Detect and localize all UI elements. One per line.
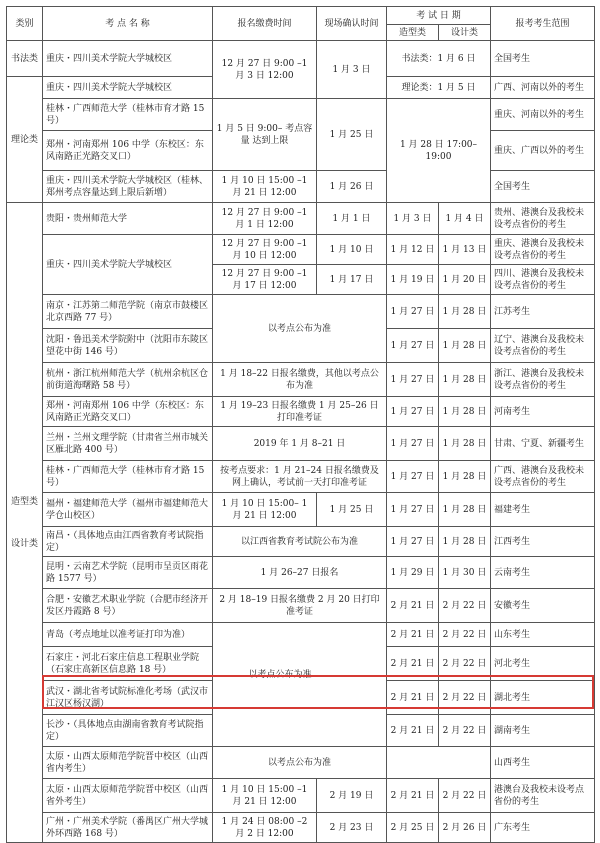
design-date-cell: 1 月 28 日 [439,295,491,329]
site-cell: 合肥・安徽艺术职业学院（合肥市经济开发区丹霞路 8 号） [43,589,213,623]
header-registration: 报名缴费时间 [213,7,317,41]
modeling-date-cell: 1 月 27 日 [387,493,439,527]
confirmation-cell: 1 月 1 日 [317,203,387,235]
site-cell: 重庆・四川美术学院大学城校区（桂林、郑州考点容量达到上限后新增） [43,171,213,203]
header-design: 设计类 [439,25,491,41]
scope-cell: 广西、河南以外的考生 [491,77,595,99]
design-date-cell: 1 月 28 日 [439,427,491,461]
modeling-date-cell: 1 月 27 日 [387,363,439,397]
registration-cell: 1 月 19–23 日报名缴费 1 月 25–26 日打印准考证 [213,397,387,427]
confirmation-cell: 1 月 25 日 [317,99,387,171]
scope-cell: 山东考生 [491,623,595,647]
modeling-date-cell: 1 月 27 日 [387,397,439,427]
registration-cell: 1 月 26–27 日报名 [213,557,387,589]
design-date-cell: 2 月 22 日 [439,681,491,715]
site-cell: 南京・江苏第二师范学院（南京市鼓楼区北京西路 77 号） [43,295,213,329]
scope-cell: 港澳台及我校未设考点省份的考生 [491,779,595,813]
exam-date-cell: 理论类：1 月 5 日 [387,77,491,99]
header-scope: 报考考生范围 [491,7,595,41]
registration-cell: 以考点公布为准 [213,747,387,779]
site-cell: 郑州・河南郑州 106 中学（东校区：东风南路正光路交叉口） [43,397,213,427]
design-date-cell: 1 月 13 日 [439,235,491,265]
design-date-cell: 1 月 28 日 [439,329,491,363]
modeling-date-cell: 2 月 21 日 [387,779,439,813]
registration-cell: 2 月 18–19 日报名缴费 2 月 20 日打印准考证 [213,589,387,623]
header-modeling: 造型类 [387,25,439,41]
site-cell: 太原・山西太原师范学院晋中校区（山西省内考生） [43,747,213,779]
design-date-cell: 1 月 28 日 [439,461,491,493]
scope-cell: 福建考生 [491,493,595,527]
exam-schedule-table [6,6,595,843]
scope-cell: 江西考生 [491,527,595,557]
confirmation-cell: 1 月 17 日 [317,265,387,295]
registration-cell: 1 月 5 日 9:00– 考点容量 达到上限 [213,99,317,171]
modeling-date-cell: 1 月 27 日 [387,329,439,363]
exam-date-cell: 1 月 28 日 17:00–19:00 [387,99,491,203]
modeling-date-cell: 1 月 19 日 [387,265,439,295]
scope-cell: 重庆、河南以外的考生 [491,99,595,131]
registration-cell: 12 月 27 日 9:00 –1 月 1 日 12:00 [213,203,317,235]
scope-cell: 广西、港澳台及我校未设考点省份的考生 [491,461,595,493]
site-cell: 长沙・（具体地点由湖南省教育考试院指定） [43,715,213,747]
design-date-cell: 2 月 22 日 [439,589,491,623]
modeling-date-cell: 2 月 25 日 [387,813,439,843]
scope-cell: 重庆、广西以外的考生 [491,131,595,171]
design-date-cell: 1 月 28 日 [439,493,491,527]
modeling-date-cell: 2 月 21 日 [387,589,439,623]
design-date-cell: 2 月 22 日 [439,715,491,747]
scope-cell: 全国考生 [491,171,595,203]
registration-cell: 1 月 24 日 08:00 –2 月 2 日 12:00 [213,813,317,843]
scope-cell: 河南考生 [491,397,595,427]
site-cell: 郑州・河南郑州 106 中学（东校区：东风南路正光路交叉口） [43,131,213,171]
header-exam-site: 考 点 名 称 [43,7,213,41]
scope-cell: 云南考生 [491,557,595,589]
modeling-date-cell: 1 月 29 日 [387,557,439,589]
category-modeling: 造型类 [10,496,38,507]
design-date-cell: 2 月 22 日 [439,623,491,647]
exam-date-cell [387,747,491,779]
registration-cell: 2019 年 1 月 8–21 日 [213,427,387,461]
header-category: 类别 [7,7,43,41]
scope-cell: 湖北考生 [491,681,595,715]
site-cell: 南昌・（具体地点由江西省教育考试院指定） [43,527,213,557]
scope-cell: 河北考生 [491,647,595,681]
design-date-cell: 1 月 30 日 [439,557,491,589]
confirmation-cell: 1 月 25 日 [317,493,387,527]
site-cell: 福州・福建师范大学（福州市福建师范大学仓山校区） [43,493,213,527]
notice-overlay-text: 以考点公布为准 [248,670,312,680]
site-cell: 太原・山西太原师范学院晋中校区（山西省外考生） [43,779,213,813]
modeling-date-cell: 1 月 27 日 [387,295,439,329]
confirmation-cell: 1 月 26 日 [317,171,387,203]
site-cell: 桂林・广西师范大学（桂林市育才路 15 号） [43,461,213,493]
registration-cell: 1 月 10 日 15:00 –1 月 21 日 12:00 [213,171,317,203]
scope-cell: 贵州、港澳台及我校未设考点省份的考生 [491,203,595,235]
registration-cell: 1 月 18–22 日报名缴费，其他以考点公布为准 [213,363,387,397]
site-cell: 昆明・云南艺术学院（昆明市呈贡区雨花路 1577 号） [43,557,213,589]
site-cell: 广州・广州美术学院（番禺区广州大学城外环西路 168 号） [43,813,213,843]
site-cell: 贵阳・贵州师范大学 [43,203,213,235]
scope-cell: 辽宁、港澳台及我校未设考点省份的考生 [491,329,595,363]
confirmation-cell: 1 月 3 日 [317,41,387,99]
registration-cell: 1 月 10 日 15:00 –1 月 21 日 12:00 [213,779,317,813]
modeling-date-cell: 2 月 21 日 [387,715,439,747]
modeling-date-cell: 1 月 27 日 [387,461,439,493]
notice-cell [213,623,387,747]
confirmation-cell: 1 月 10 日 [317,235,387,265]
modeling-date-cell: 1 月 12 日 [387,235,439,265]
header-confirmation: 现场确认时间 [317,7,387,41]
modeling-date-cell: 2 月 21 日 [387,647,439,681]
notice-cell: 以考点公布为准 [213,295,387,363]
scope-cell: 四川、港澳台及我校未设考点省份的考生 [491,265,595,295]
design-date-cell: 2 月 26 日 [439,813,491,843]
site-cell: 兰州・兰州文理学院（甘肃省兰州市城关区雁北路 400 号） [43,427,213,461]
category-calligraphy: 书法类 [7,41,43,77]
site-cell: 桂林・广西师范大学（桂林市育才路 15 号） [43,99,213,131]
modeling-date-cell: 1 月 27 日 [387,427,439,461]
design-date-cell: 2 月 22 日 [439,779,491,813]
modeling-date-cell: 1 月 27 日 [387,527,439,557]
scope-cell: 全国考生 [491,41,595,77]
design-date-cell: 1 月 28 日 [439,527,491,557]
category-modeling-design [7,203,43,843]
scope-cell: 甘肃、宁夏、新疆考生 [491,427,595,461]
registration-cell: 1 月 10 日 15:00– 1 月 21 日 12:00 [213,493,317,527]
exam-date-cell: 书法类：1 月 6 日 [387,41,491,77]
scope-cell: 湖南考生 [491,715,595,747]
site-cell: 重庆・四川美术学院大学城校区 [43,41,213,77]
modeling-date-cell: 1 月 3 日 [387,203,439,235]
site-cell: 沈阳・鲁迅美术学院附中（沈阳市东陵区望花中街 146 号） [43,329,213,363]
registration-cell: 12 月 27 日 9:00 –1 月 3 日 12:00 [213,41,317,99]
design-date-cell: 1 月 20 日 [439,265,491,295]
scope-cell: 重庆、港澳台及我校未设考点省份的考生 [491,235,595,265]
modeling-date-cell: 2 月 21 日 [387,681,439,715]
scope-cell: 浙江、港澳台及我校未设考点省份的考生 [491,363,595,397]
design-date-cell: 2 月 22 日 [439,647,491,681]
modeling-date-cell: 2 月 21 日 [387,623,439,647]
registration-cell: 按考点要求：1 月 21–24 日报名缴费及网上确认，考试前一天打印准考证 [213,461,387,493]
registration-cell: 以江西省教育考试院公布为准 [213,527,387,557]
design-date-cell: 1 月 28 日 [439,363,491,397]
site-cell: 杭州・浙江杭州师范大学（杭州余杭区仓前街道海曙路 58 号） [43,363,213,397]
site-cell-highlighted: 武汉・湖北省考试院标准化考场（武汉市江汉区杨汉湖） [43,681,213,715]
scope-cell: 山西考生 [491,747,595,779]
design-date-cell: 1 月 28 日 [439,397,491,427]
site-cell: 重庆・四川美术学院大学城校区 [43,77,213,99]
header-exam-date: 考 试 日 期 [387,7,491,25]
registration-cell: 12 月 27 日 9:00 –1 月 10 日 12:00 [213,235,317,265]
confirmation-cell: 2 月 19 日 [317,779,387,813]
scope-cell: 江苏考生 [491,295,595,329]
scope-cell: 安徽考生 [491,589,595,623]
site-cell: 青岛（考点地址以准考证打印为准） [43,623,213,647]
category-design: 设计类 [10,538,38,549]
category-theory: 理论类 [7,77,43,203]
design-date-cell: 1 月 4 日 [439,203,491,235]
registration-cell: 12 月 27 日 9:00 –1 月 17 日 12:00 [213,265,317,295]
site-cell: 石家庄・河北石家庄信息工程职业学院（石家庄高新区信息路 18 号） [43,647,213,681]
confirmation-cell: 2 月 23 日 [317,813,387,843]
site-cell: 重庆・四川美术学院大学城校区 [43,235,213,295]
scope-cell: 广东考生 [491,813,595,843]
